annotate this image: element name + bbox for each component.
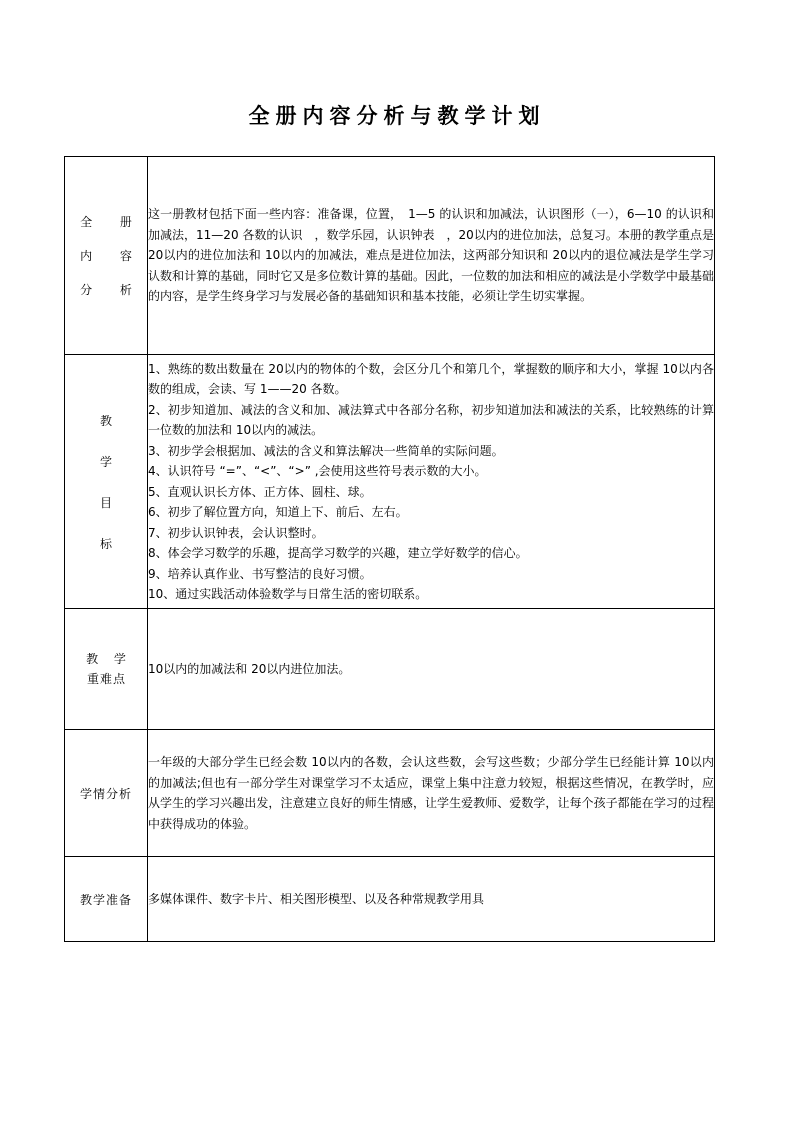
row-label-line: 分 析 xyxy=(80,283,144,297)
key-difficulties-text: 10以内的加减法和 20以内进位加法。 xyxy=(148,609,715,730)
goal-item: 8、体会学习数学的乐趣，提高学习数学的兴趣，建立学好数学的信心。 xyxy=(148,546,528,560)
row-label-line: 全 册 xyxy=(80,215,144,229)
row-label-teaching-goals xyxy=(65,355,148,609)
row-label-student-analysis: 学情分析 xyxy=(65,730,148,857)
table-row-teaching-prep xyxy=(65,857,715,942)
row-label-line: 教 xyxy=(99,413,124,428)
row-label-line: 重难点 xyxy=(86,672,126,686)
row-label-content-analysis xyxy=(65,157,148,355)
table-row-student-analysis xyxy=(65,730,715,857)
row-label-line: 目 xyxy=(99,495,124,510)
table-row-key-difficulties xyxy=(65,609,715,730)
goal-item: 6、初步了解位置方向，知道上下、前后、左右。 xyxy=(148,505,408,519)
goal-item: 2、初步知道加、减法的含义和加、减法算式中各部分名称，初步知道加法和减法的关系，比较熟练的计算一位数的加法和 10以内的减法。 xyxy=(148,402,714,437)
student-analysis-text: 一年级的大部分学生已经会数 10以内的各数，会认这些数，会写这些数；少部分学生已经能计算 10以内的加减法;但也有一部分学生对课堂学习不太适应，课堂上集中注意力较短，根据这些情况，在教学时，应从学生的学习兴趣出发，注意建立良好的师生情感，让学生爱教师、爱数学，让每个孩子都能在学习的过程中获得成功的体验。 xyxy=(148,730,715,857)
row-label-teaching-prep: 教学准备 xyxy=(65,857,148,942)
goal-item: 4、认识符号 “=”、“<”、“>” ,会使用这些符号表示数的大小。 xyxy=(148,464,487,478)
goal-item: 5、直观认识长方体、正方体、圆柱、球。 xyxy=(148,484,372,499)
goal-item: 1、熟练的数出数量在 20以内的物体的个数，会区分几个和第几个，掌握数的顺序和大小，掌握 10以内各数的组成，会读、写 1——20 各数。 xyxy=(148,361,714,396)
page-title: 全册内容分析与教学计划 xyxy=(248,103,546,128)
table-row-teaching-goals xyxy=(65,355,715,609)
table-row-content-analysis xyxy=(65,157,715,355)
row-label-line: 教 学 xyxy=(86,652,132,666)
teaching-goals-list xyxy=(148,355,715,609)
goal-item: 9、培养认真作业、书写整洁的良好习惯。 xyxy=(148,566,372,581)
row-label-line: 学 xyxy=(99,454,124,469)
row-label-key-difficulties xyxy=(65,609,148,730)
row-label-line: 标 xyxy=(99,536,124,551)
lesson-plan-table xyxy=(64,156,715,942)
row-label-line: 内 容 xyxy=(80,249,144,263)
goal-item: 3、初步学会根据加、减法的含义和算法解决一些简单的实际问题。 xyxy=(148,443,504,458)
content-analysis-text: 这一册教材包括下面一些内容：准备课，位置， 1—5 的认识和加减法，认识图形（一），6—10 的认识和加减法，11—20 各数的认识 ，数学乐园，认识钟表 ，20以内的进位加法，总复习。本册的教学重点是 20以内的进位加法和 10以内的加减法，难点是进位加法，这两部分知识和 20以内的退位减法是学生学习认数和计算的基础，同时它又是多位数计算的基础。因此，一位数的加法和相应的减法是小学数学中最基础的内容，是学生终身学习与发展必备的基础知识和基本技能，必须让学生切实掌握。 xyxy=(148,157,715,355)
teaching-prep-text: 多媒体课件、数字卡片、相关图形模型、以及各种常规教学用具 xyxy=(148,857,715,942)
goal-item: 7、初步认识钟表，会认识整时。 xyxy=(148,525,324,540)
goal-item: 10、通过实践活动体验数学与日常生活的密切联系。 xyxy=(148,587,428,601)
